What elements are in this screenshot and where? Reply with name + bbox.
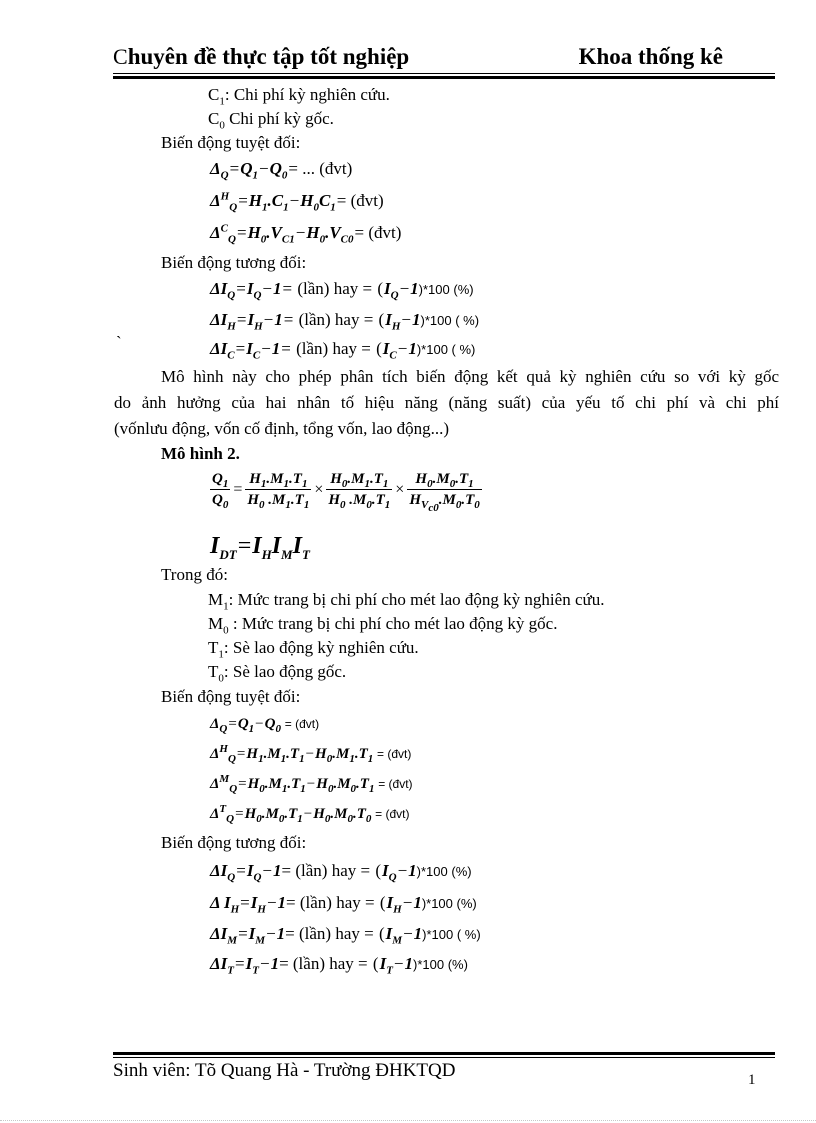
formula-delta-q-c: $\Delta^C_Q=H_0.V_{C1}-H_0.V_{C0}=$ (đvt) (210, 222, 402, 246)
formula-rel-c: $\Delta I_C=I_C-1=$ (lần) hay = $(I_C-1)*100$ ( %) (210, 339, 476, 362)
def-t1: $T_1$: Sè lao động kỳ nghiên cứu. (208, 638, 419, 661)
header-title (113, 44, 409, 70)
formula-rel-q-2: $\Delta I_Q=I_Q-1=$ (lần) hay = $(I_Q-1)*100$ (%) (210, 861, 472, 884)
paragraph-line-3: (vốnlưu động, vốn cố định, tổng vốn, lao động...) (114, 419, 450, 438)
formula-model-2-decomposition: $\frac{Q_1}{Q_0}$ = $\frac{H_1.M_1.T_1}{H_0 .M_1.T_1}$ × $\frac{H_0.M_1.T_1}{H_0 .M_0.T_1}$ × $\frac{H_0.M_0.T_1}{H_{V_{c0}}.M_0.T_0}$ (212, 471, 480, 515)
paragraph-line-2: do ảnh hưởng của hai nhân tố hiệu năng (năng suất) của yếu tố chi phí và chi phí (114, 393, 779, 412)
page-number: 1 (748, 1072, 756, 1088)
def-m1: $M_1$: Mức trang bị chi phí cho mét lao động kỳ nghiên cứu. (208, 590, 605, 613)
where-label: Trong đó: (161, 565, 228, 584)
formula-rel-m-2: $\Delta I_M=I_M-1=$ (lần) hay = $(I_M-1)*100$ ( %) (210, 924, 481, 947)
formula-delta-q-t-2: $\Delta^T_Q=H_0.M_0.T_1-H_0.M_0.T_0$ = (đvt) (210, 803, 410, 825)
relative-change-label-2: Biến động tương đối: (161, 833, 307, 852)
absolute-change-label-2: Biến động tuyệt đối: (161, 687, 301, 706)
model-2-title: Mô hình 2. (161, 444, 240, 463)
formula-rel-h: $\Delta I_H=I_H-1=$ (lần) hay = $(I_H-1)*100$ ( %) (210, 310, 480, 333)
paragraph-line-1: Mô hình này cho phép phân tích biến động kết quả kỳ nghiên cứu so với kỳ gốc (161, 367, 779, 386)
header-title-rest: huyên đề thực tập tốt nghiệp (127, 44, 410, 69)
footer-rule-thick (113, 1052, 775, 1055)
formula-delta-q-m-2: $\Delta^M_Q=H_0.M_1.T_1-H_0.M_0.T_1$ = (đvt) (210, 773, 413, 795)
formula-delta-q-h: $\Delta^H_Q=H_1.C_1-H_0C_1=$ (đvt) (210, 190, 384, 214)
formula-rel-h-2: Δ $I_H=I_H-1=$ (lần) hay = $(I_H-1)*100$ (%) (210, 893, 477, 916)
stray-backtick: ` (116, 333, 122, 352)
header-first-letter: C (113, 44, 128, 69)
page-bottom-dotted-line (0, 1120, 816, 1121)
model-description-paragraph (114, 364, 779, 442)
def-c1: $C_1$: Chi phí kỳ nghiên cứu. (208, 85, 390, 108)
footer-student-info: Sinh viên: Tõ Quang Hà - Trường ĐHKTQD (113, 1060, 456, 1081)
formula-rel-t-2: $\Delta I_T=I_T-1=$ (lần) hay = $(I_T-1)*100$ (%) (210, 954, 468, 977)
formula-index-product: $I_{DT}=I_HI_MI_T$ (210, 533, 310, 562)
footer-rule-thin (113, 1057, 775, 1058)
formula-delta-q-h-2: $\Delta^H_Q=H_1.M_1.T_1-H_0.M_1.T_1$ = (đvt) (210, 743, 412, 765)
header-department: Khoa thống kê (578, 44, 723, 69)
header-rule-thick (113, 76, 775, 79)
formula-delta-q: $\Delta_Q=Q_1-Q_0=$ ... (đvt) (210, 159, 353, 182)
header-rule-thin (113, 73, 775, 74)
page-header (113, 44, 775, 74)
absolute-change-label-1: Biến động tuyệt đối: (161, 133, 301, 152)
formula-delta-q-2: $\Delta_Q=Q_1-Q_0$ = (đvt) (210, 716, 320, 735)
def-c0: $C_0$ Chi phí kỳ gốc. (208, 109, 334, 132)
relative-change-label-1: Biến động tương đối: (161, 253, 307, 272)
formula-rel-q: $\Delta I_Q=I_Q-1=$ (lần) hay = $(I_Q-1)*100$ (%) (210, 279, 474, 302)
def-t0: $T_0$: Sè lao động gốc. (208, 662, 347, 685)
def-m0: $M_0$ : Mức trang bị chi phí cho mét lao động kỳ gốc. (208, 614, 558, 637)
